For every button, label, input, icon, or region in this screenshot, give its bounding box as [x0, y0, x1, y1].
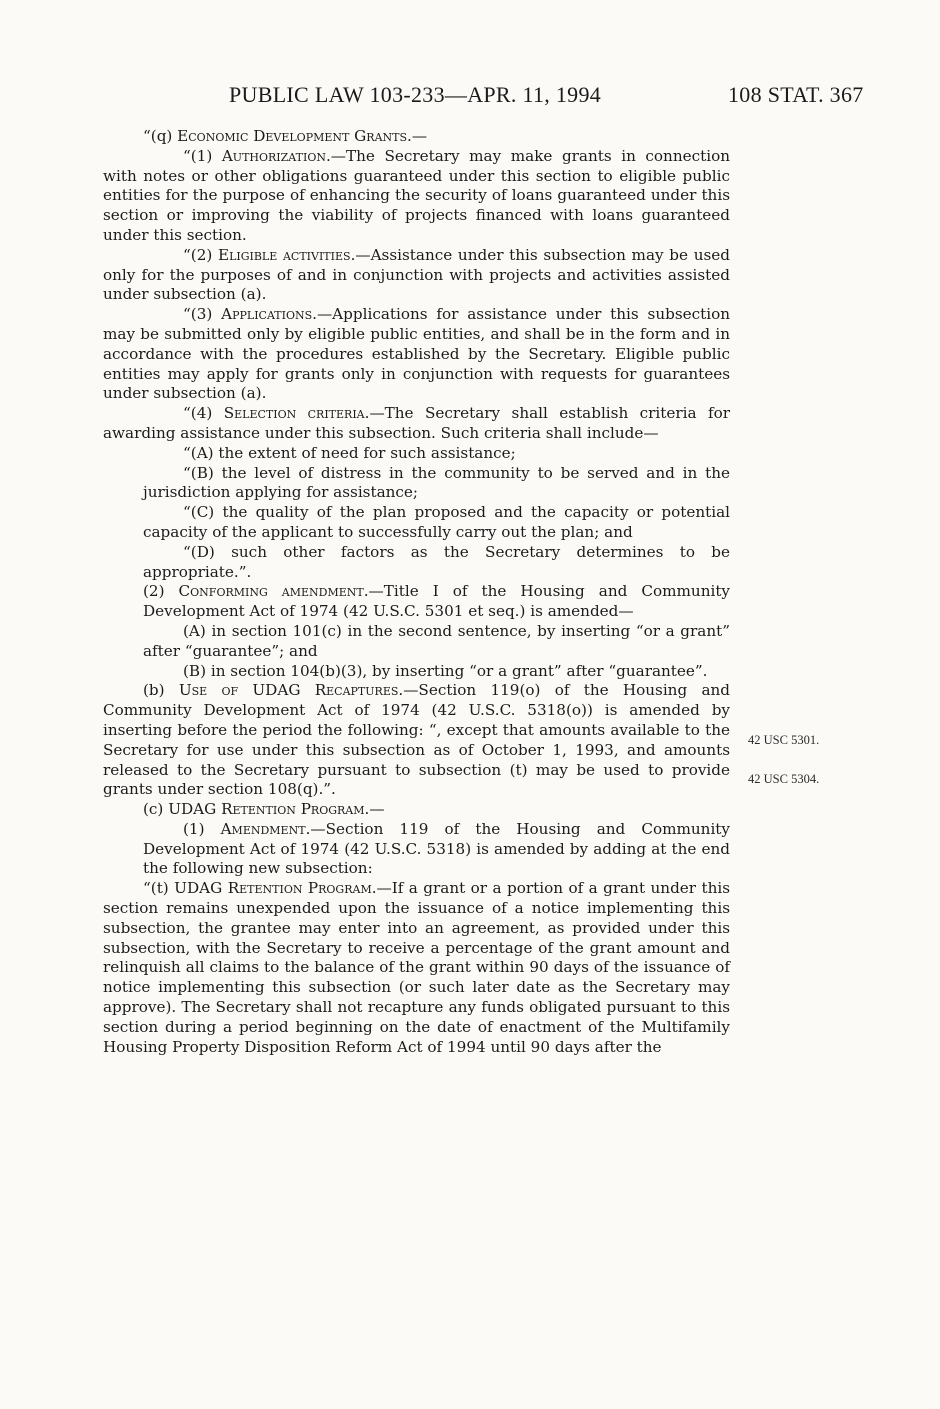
subsection-t-udag-retention-program: “(t) UDAG Retention Program.—If a grant or a portion of a grant under this section remains unexpended upon the issuance of a notice implementing this subsection, the grantee may enter into an agreement, as provided under this subsection, with the Secretary to receive a percentage of the grant amount and relinquish all claims to the balance of the grant within 90 days of the issuance of notice implementing this subsection (or such later date as the Secretary may approve). The Secretary shall not recapture any funds obligated pursuant to this section during a period beginning on the date of enactment of the Multifamily Housing Property Disposition Reform Act of 1994 until 90 days after the: [103, 879, 731, 1056]
statute-page-number: 108 STAT. 367: [728, 82, 864, 107]
clause-4c: “(C) the quality of the plan proposed and the capacity or potential capacity of the applicant to successfully carry out the plan; and: [143, 503, 730, 541]
paragraph-4-selection-criteria: “(4) Selection criteria.—The Secretary shall establish criteria for awarding assistance under this subsection. Such criteria shall include—: [103, 404, 730, 442]
paragraph-2-conforming-amendment: (2) Conforming amendment.—Title I of the Housing and Community Development Act of 1974 (42 U.S.C. 5301 et seq.) is amended—: [143, 582, 731, 621]
subsection-b-udag-recaptures: (b) Use of UDAG Recaptures.—Section 119(o) of the Housing and Community Development Act of 1974 (42 U.S.C. 5318(o)) is amended by inserting before the period the following: “, except that amounts available to the Secretary for use under this subsection as of October 1, 1993, and amounts released to the Secretary pursuant to subsection (t) may be used to provide grants under section 108(q).”.: [103, 681, 730, 799]
margin-note-42-usc-5301: 42 USC 5301.: [748, 733, 820, 747]
margin-note-42-usc-5304: 42 USC 5304.: [748, 772, 820, 786]
clause-4b: “(B) the level of distress in the community to be served and in the jurisdiction applying for assistance;: [143, 463, 730, 502]
subsection-c-heading: (c) UDAG Retention Program.—: [143, 800, 385, 819]
clause-2a: (A) in section 101(c) in the second sentence, by inserting “or a grant” after “guarantee”; and: [143, 621, 730, 660]
clause-4a: “(A) the extent of need for such assistance;: [183, 443, 516, 462]
paragraph-3-applications: “(3) Applications.—Applications for assistance under this subsection may be submitted only by eligible public entities, and shall be in the form and in accordance with the procedures established by the Secretary. Eligible public entities may apply for grants only in conjunction with requests for guarantees under subsection (a).: [103, 305, 731, 403]
clause-4d: “(D) such other factors as the Secretary determines to be appropriate.”.: [143, 542, 730, 581]
running-header: [0, 82, 940, 112]
clause-2b: (B) in section 104(b)(3), by inserting “or a grant” after “guarantee”.: [183, 661, 708, 680]
law-citation-header: PUBLIC LAW 103-233—APR. 11, 1994: [229, 82, 602, 107]
paragraph-1-amendment: (1) Amendment.—Section 119 of the Housing and Community Development Act of 1974 (42 U.S.C. 5318) is amended by adding at the end the following new subsection:: [143, 819, 730, 878]
paragraph-1-authorization: “(1) Authorization.—The Secretary may make grants in connection with notes or other obligations guaranteed under this section to eligible public entities for the purpose of enhancing the security of loans guaranteed under this section or improving the viability of projects financed with loans guaranteed under this section.: [103, 146, 731, 244]
paragraph-2-eligible-activities: “(2) Eligible activities.—Assistance under this subsection may be used only for the purposes of and in conjunction with projects and activities assisted under subsection (a).: [103, 245, 730, 304]
subsection-q-heading: “(q) Economic Development Grants.—: [143, 127, 428, 145]
statute-text-body: [103, 127, 730, 1057]
